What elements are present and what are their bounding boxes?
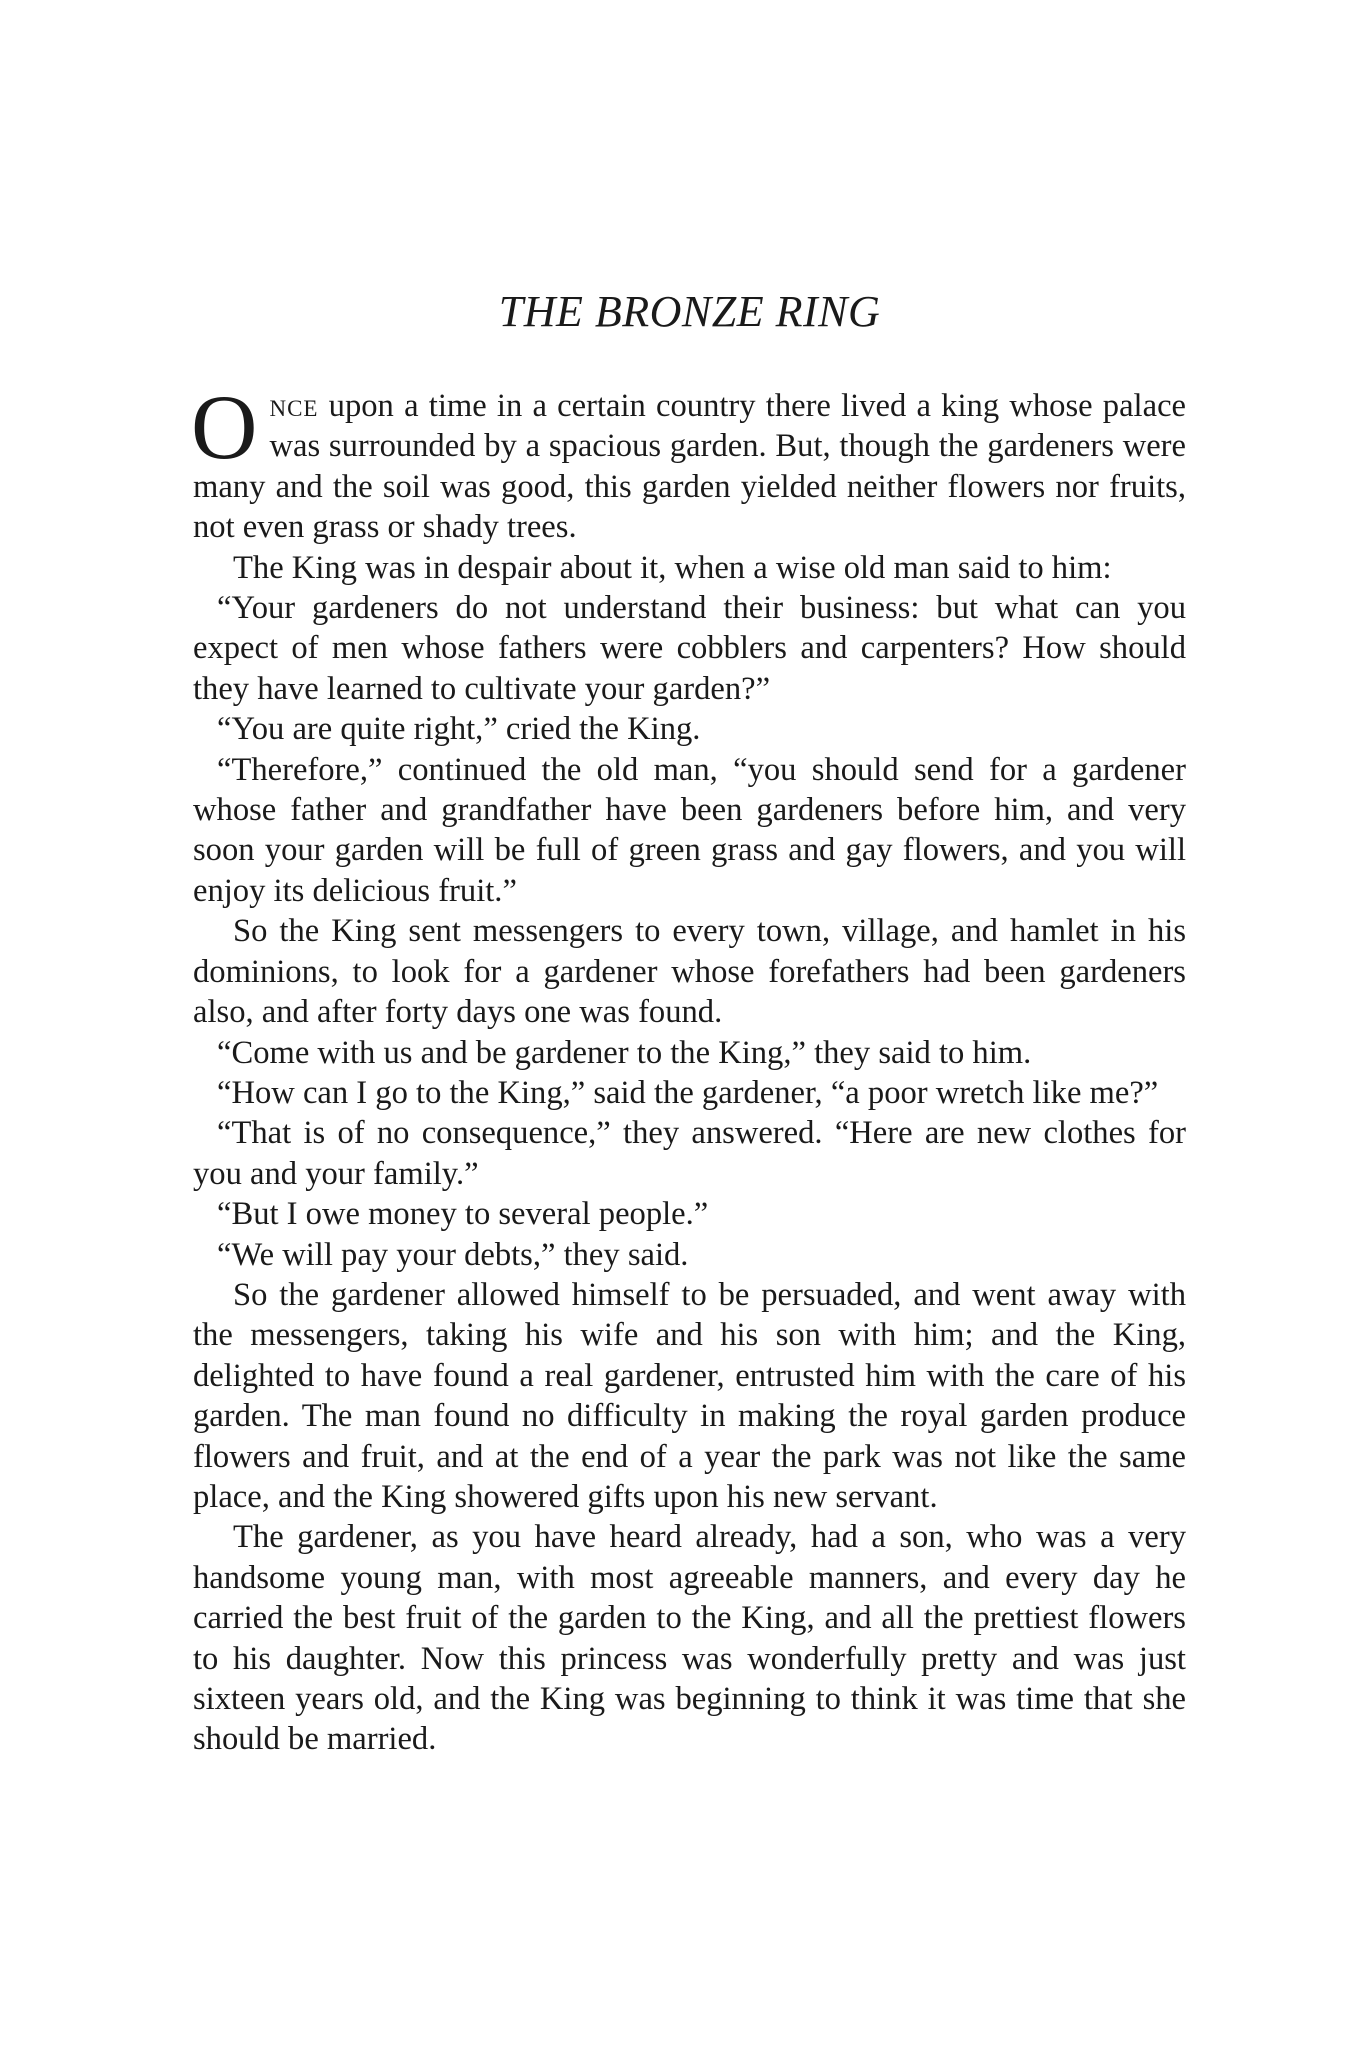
book-page	[191, 287, 1186, 1760]
paragraph-13: The gardener, as you have heard already, had a son, who was a very handsome young man, with most agreeable manners, and every day he carried the best fruit of the garden to the King, and all the prettiest flowers to his daughter. Now this princess was wonderfully pretty and was just sixteen years old, and the King was beginning to think it was time that she should be married.	[193, 1519, 1186, 1758]
paragraph-4: “You are quite right,” cried the King.	[217, 711, 701, 748]
paragraph-1	[191, 376, 1186, 548]
paragraph-1-text: upon a time in a certain country there lived a king whose palace was surrounded by a spacious garden. But, though the gardeners were many and the soil was good, this garden yielded neither flowers nor fruits, not even grass or shady trees.	[193, 388, 1186, 546]
chapter-title: THE BRONZE RING	[498, 287, 881, 336]
paragraph-5: “Therefore,” continued the old man, “you should send for a gardener whose father and grandfather have been gardeners before him, and very soon your garden will be full of green grass and gay flowers, and you will enjoy its delicious fruit.”	[193, 751, 1186, 909]
paragraph-7: “Come with us and be gardener to the King,” they said to him.	[217, 1034, 1032, 1071]
paragraph-9: “That is of no consequence,” they answered. “Here are new clothes for you and your family.”	[193, 1115, 1186, 1192]
paragraph-2: The King was in despair about it, when a wise old man said to him:	[233, 549, 1112, 586]
paragraph-8: “How can I go to the King,” said the gardener, “a poor wretch like me?”	[217, 1074, 1159, 1111]
drop-cap: O	[191, 376, 258, 478]
paragraph-10: “But I owe money to several people.”	[217, 1196, 709, 1233]
paragraph-3: “Your gardeners do not understand their business: but what can you expect of men whose fathers were cobblers and carpenters? How should they have learned to cultivate your garden?”	[193, 590, 1186, 707]
paragraph-6: So the King sent messengers to every town, village, and hamlet in his dominions, to look for a gardener whose forefathers had been gardeners also, and after forty days one was found.	[193, 913, 1186, 1031]
paragraph-11: “We will pay your debts,” they said.	[217, 1236, 689, 1273]
first-word-smallcaps: nce	[269, 388, 319, 424]
paragraph-12: So the gardener allowed himself to be persuaded, and went away with the messengers, taking his wife and his son with him; and the King, delighted to have found a real gardener, entrusted him with the care of his garden. The man found no difficulty in making the royal garden produce flowers and fruit, and at the end of a year the park was not like the same place, and the King showered gifts upon his new servant.	[193, 1276, 1186, 1515]
